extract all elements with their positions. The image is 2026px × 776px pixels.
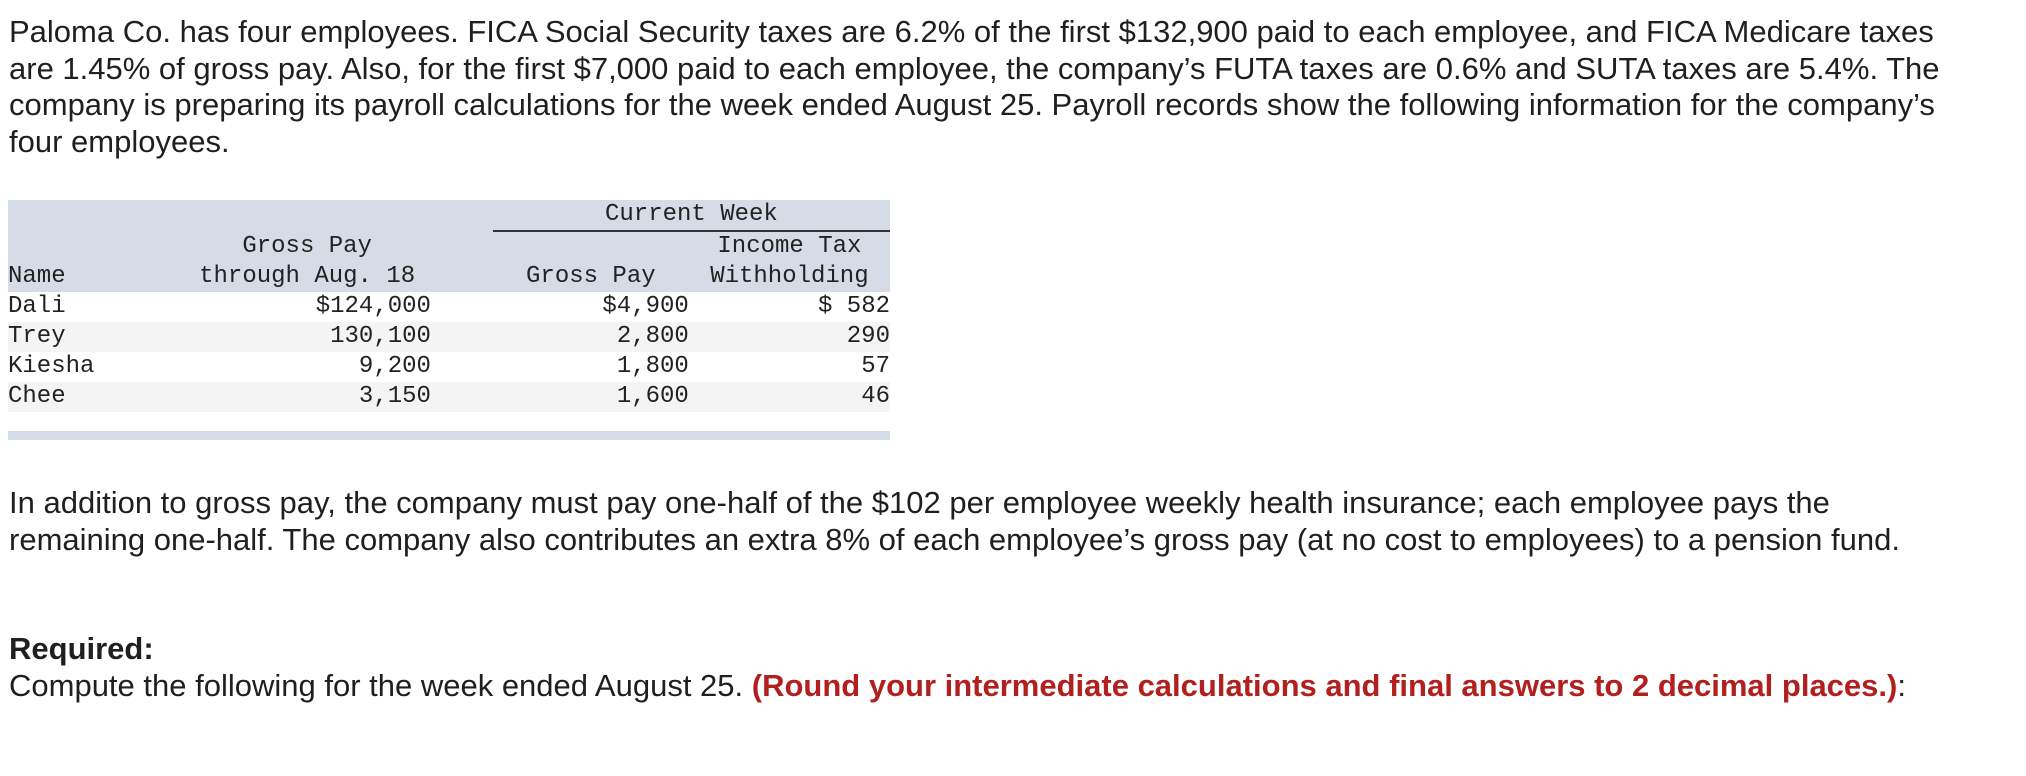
required-title: Required: (9, 631, 154, 666)
income-tax-withholding: $ 582 (817, 293, 890, 320)
name-header: Name (8, 263, 66, 290)
ytd-gross-pay: 9,200 (358, 353, 431, 380)
ytd-header-line1: Gross Pay (242, 233, 372, 260)
table-footer-bar (8, 431, 890, 440)
table-header-group-row (8, 200, 890, 231)
current-week-header: Current Week (493, 200, 890, 231)
ytd-header-line2: through Aug. 18 (199, 263, 416, 290)
income-tax-withholding: 57 (861, 353, 890, 380)
tax-header-line2: Withholding (710, 263, 869, 290)
ytd-gross-pay: 3,150 (358, 383, 431, 410)
current-gross-pay: 1,600 (616, 383, 689, 410)
table-row (8, 292, 890, 322)
income-tax-withholding: 46 (861, 383, 890, 410)
employee-name: Chee (8, 383, 66, 410)
required-instruction: Compute the following for the week ended August 25. (9, 667, 752, 703)
required-section (9, 631, 1969, 704)
ytd-gross-pay: $124,000 (315, 293, 431, 320)
tax-header-line1: Income Tax (717, 233, 862, 260)
table-row (8, 352, 890, 382)
table-header-row-1 (8, 231, 890, 262)
employee-name: Trey (8, 323, 66, 350)
employee-name: Kiesha (8, 353, 95, 380)
table-header-row-2 (8, 262, 890, 292)
rounding-instruction: (Round your intermediate calculations and final answers to 2 decimal places.) (751, 667, 1898, 703)
table-row (8, 382, 890, 412)
health-pension-paragraph: In addition to gross pay, the company must pay one-half of the $102 per employee weekly health insurance; each employee pays the remaining one-half. The company also contributes an extra 8% of each employee’s gross pay (at no cost to employees) to a pension fund. (9, 485, 1900, 557)
current-gross-pay: 1,800 (616, 353, 689, 380)
problem-intro: Paloma Co. has four employees. FICA Social Security taxes are 6.2% of the first $132,900 paid to each employee, and FICA Medicare taxes are 1.45% of gross pay. Also, for the first $7,000 paid to each employee, the company’s FUTA taxes are 0.6% and SUTA taxes are 5.4%. The company is preparing its payroll calculations for the week ended August 25. Payroll records show the following information for the company’s four employees. (9, 14, 1940, 159)
current-gross-pay: $4,900 (602, 293, 689, 320)
income-tax-withholding: 290 (846, 323, 890, 350)
gross-header: Gross Pay (526, 263, 656, 290)
ytd-gross-pay: 130,100 (330, 323, 431, 350)
table-row (8, 322, 890, 352)
current-gross-pay: 2,800 (616, 323, 689, 350)
employee-name: Dali (8, 293, 66, 320)
required-colon: : (1897, 667, 1906, 703)
payroll-table (8, 200, 890, 412)
